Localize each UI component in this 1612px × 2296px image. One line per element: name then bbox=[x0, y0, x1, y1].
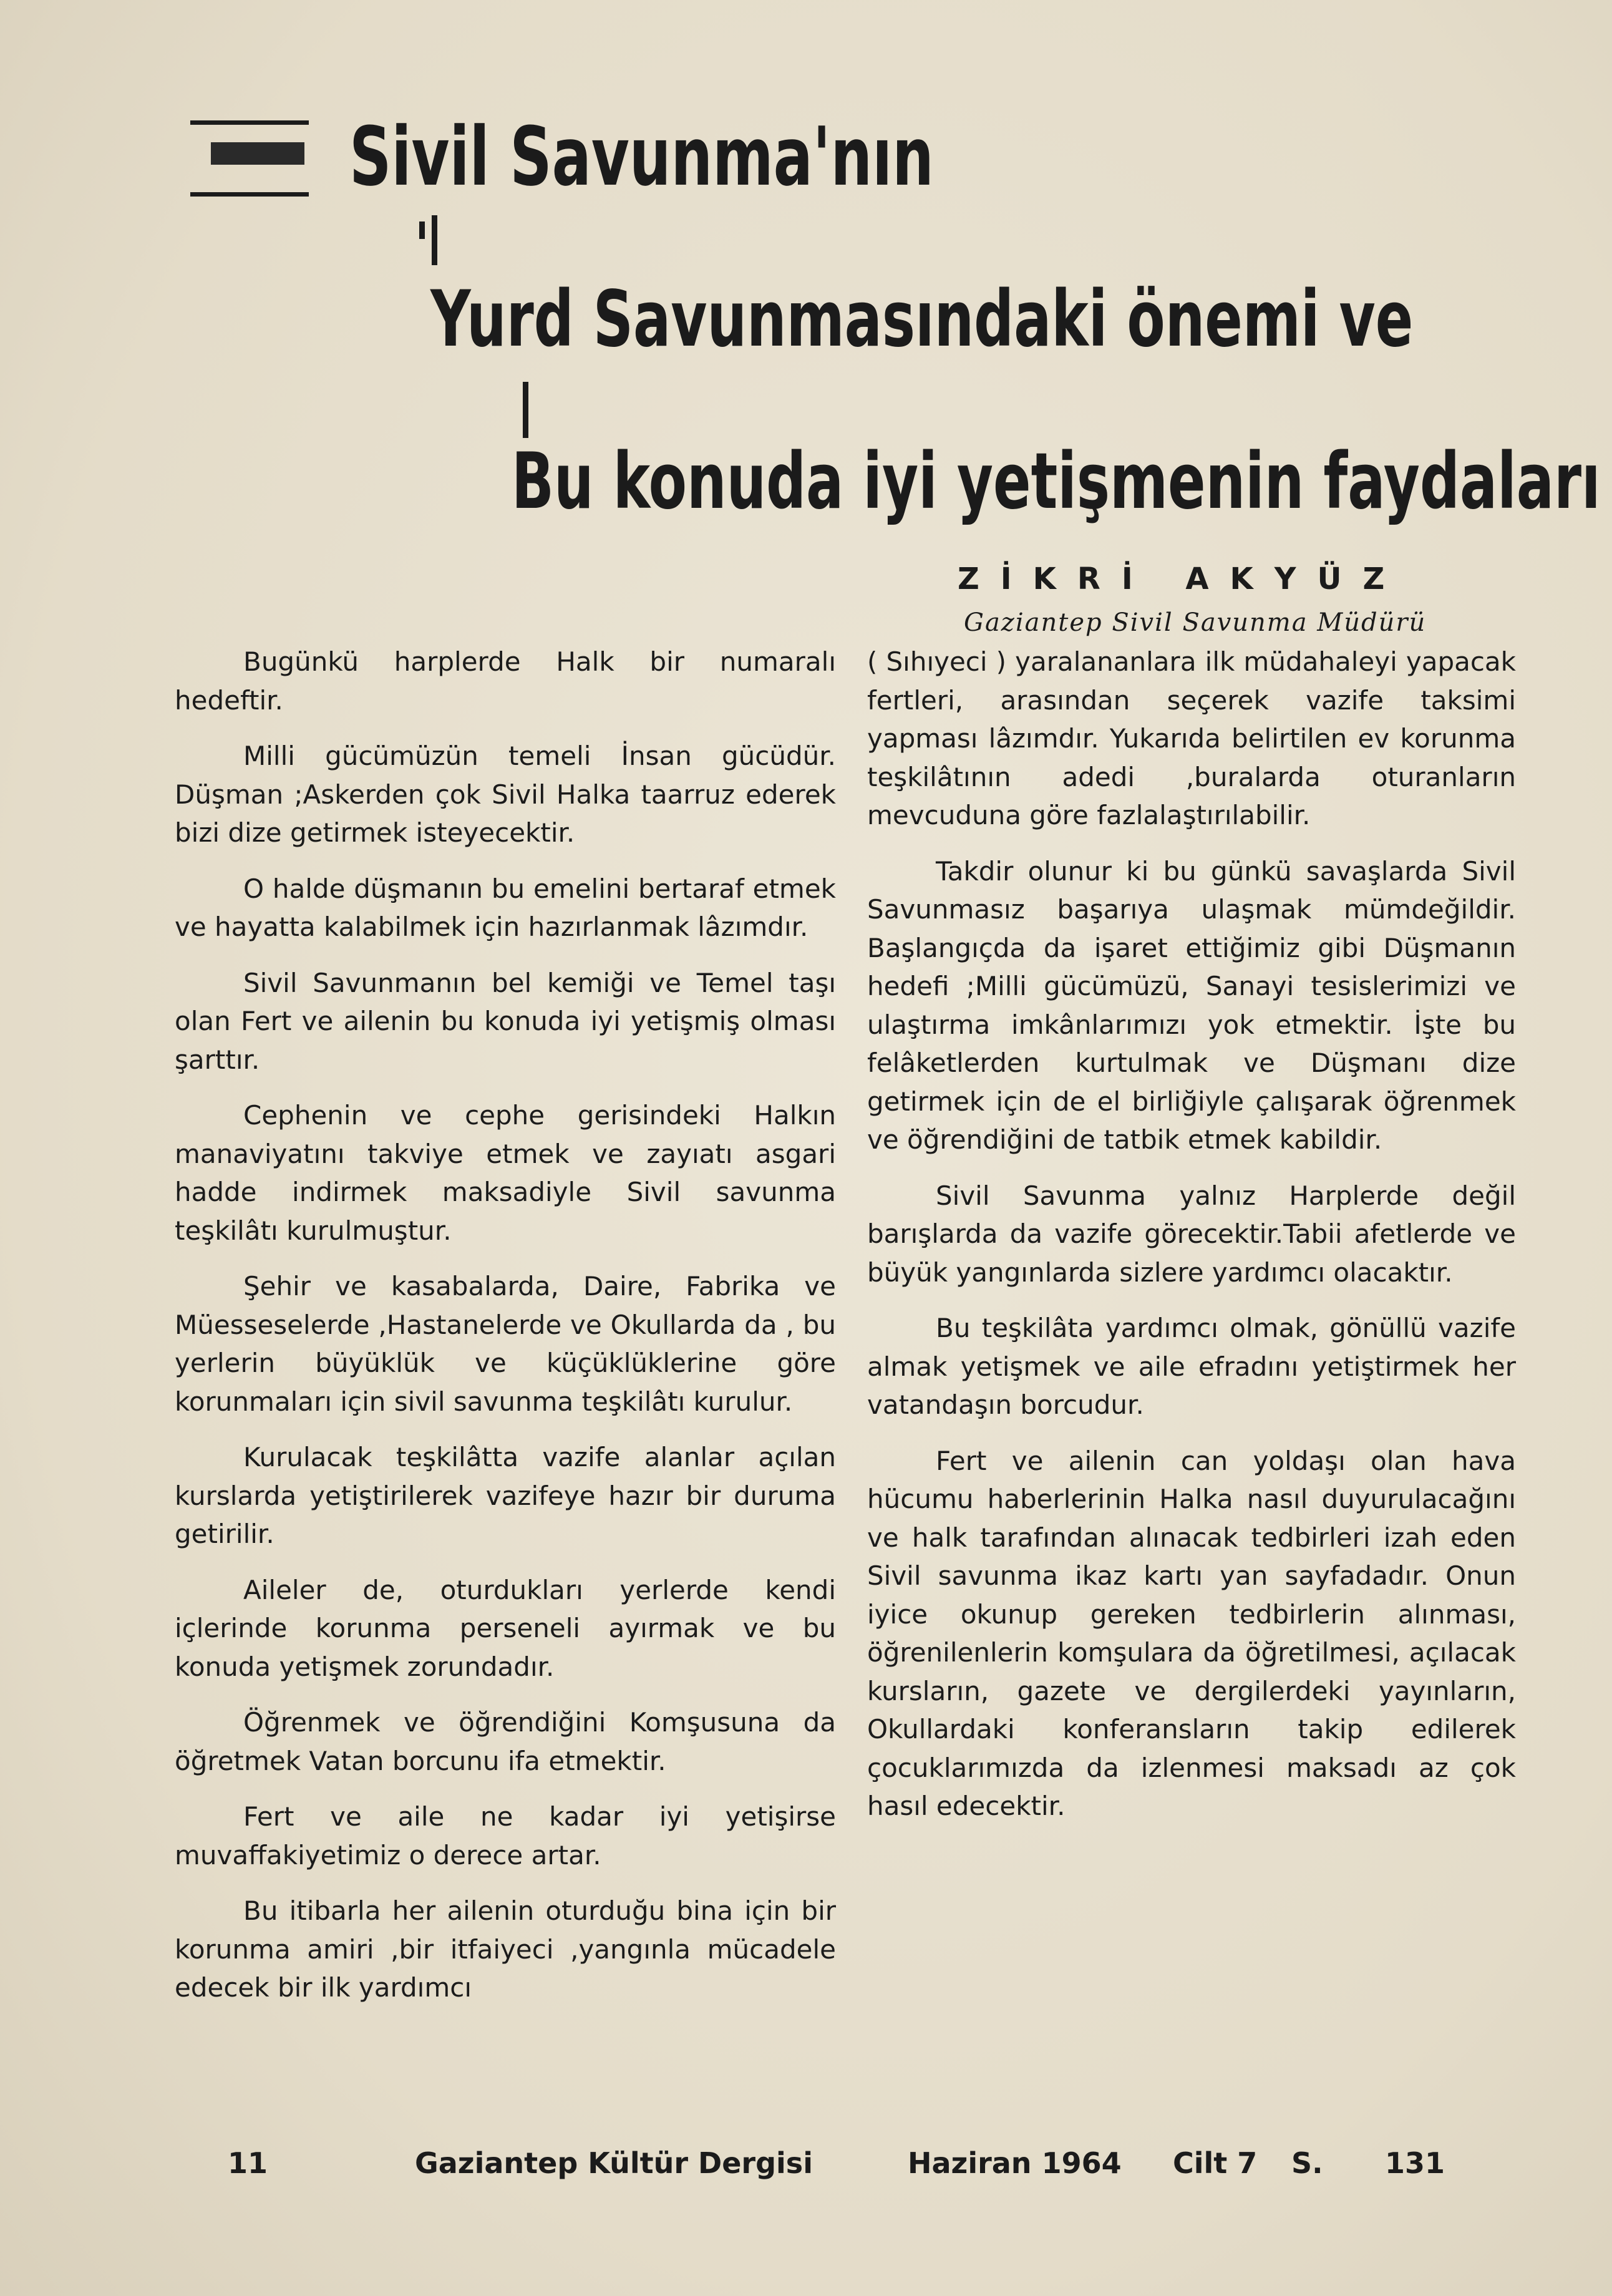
author-name: ZİKRİ AKYÜZ bbox=[958, 562, 1406, 596]
footer-s-label: S. bbox=[1291, 2146, 1323, 2180]
footer-volume: Cilt 7 bbox=[1173, 2146, 1258, 2180]
title-line-3: Bu konuda iyi yetişmenin faydaları bbox=[512, 437, 1601, 527]
paragraph: ( Sıhıyeci ) yaralananlara ilk müdahaleyi yapacak fertleri, arasından seçerek vazife taksimi yapması lâzımdır. Yukarıda belirtilen ev korunma teşkilâtının adedi ,buralarda oturanların mevcuduna göre fazlalaştırılabilir. bbox=[867, 646, 1516, 830]
title-connector-bar bbox=[432, 215, 437, 265]
paragraph: Sivil Savunmanın bel kemiği ve Temel taşı olan Fert ve ailenin bu konuda iyi yetişmiş olması şarttır. bbox=[175, 967, 836, 1075]
paragraph: Fert ve aile ne kadar iyi yetişirse muvaffakiyetimiz o derece artar. bbox=[175, 1801, 836, 1870]
footer-date: Haziran 1964 bbox=[908, 2146, 1122, 2180]
paragraph: Milli gücümüzün temeli İnsan gücüdür. Düşman ;Askerden çok Sivil Halka taarruz ederek bizi dize getirmek isteyecektir. bbox=[175, 741, 836, 848]
left-column bbox=[175, 643, 836, 2025]
paragraph: Takdir olunur ki bu günkü savaşlarda Sivil Savunmasız başarıya ulaşmak mümdeğildir. Başlangıçda da işaret ettiğimiz gibi Düşmanın hedefi ;Milli gücümüzü, Sanayi tesislerimizi ve ulaştırma imkânlarımızı yok etmektir. İşte bu felâketlerden kurtulmak ve Düşmanı dize getirmek için de el birliğiyle çalışarak öğrenmek ve öğrendiğini de tatbik etmek kabildir. bbox=[867, 855, 1516, 1155]
decorative-rule-bottom bbox=[190, 192, 309, 197]
paragraph: Bugünkü harplerde Halk bir numaralı hedeftir. bbox=[175, 646, 836, 716]
right-column bbox=[867, 643, 1516, 1843]
title-line-1: Sivil Savunma'nın bbox=[349, 109, 934, 204]
decorative-rule-top bbox=[190, 120, 309, 125]
title-connector-bar bbox=[419, 221, 425, 239]
title-connector-bar bbox=[523, 382, 528, 438]
paragraph: Sivil Savunma yalnız Harplerde değil barışlarda da vazife görecektir.Tabii afetlerde ve büyük yangınlarda sizlere yardımcı olacaktır. bbox=[867, 1180, 1516, 1288]
paragraph: Cephenin ve cephe gerisindeki Halkın manaviyatını takviye etmek ve zayıatı asgari hadde indirmek maksadiyle Sivil savunma teşkilâtı kurulmuştur. bbox=[175, 1100, 836, 1246]
footer-issue-number: 11 bbox=[228, 2146, 268, 2180]
title-line-2: Yurd Savunmasındaki önemi ve bbox=[430, 275, 1414, 364]
footer-journal-name: Gaziantep Kültür Dergisi bbox=[415, 2146, 813, 2180]
paragraph: Bu teşkilâta yardımcı olmak, gönüllü vazife almak yetişmek ve aile efradını yetiştirmek her vatandaşın borcudur. bbox=[867, 1313, 1516, 1420]
paragraph: Şehir ve kasabalarda, Daire, Fabrika ve Müesseselerde ,Hastanelerde ve Okullarda da , bu yerlerin büyüklük ve küçüklüklerine göre korunmaları için sivil savunma teşkilâtı kurulur. bbox=[175, 1271, 836, 1417]
author-affiliation: Gaziantep Sivil Savunma Müdürü bbox=[964, 608, 1427, 637]
paragraph: Kurulacak teşkilâtta vazife alanlar açılan kurslarda yetiştirilerek vazifeye hazır bir duruma getirilir. bbox=[175, 1442, 836, 1549]
paragraph: Bu itibarla her ailenin oturduğu bina için bir korunma amiri ,bir itfaiyeci ,yangınla mücadele edecek bir ilk yardımcı bbox=[175, 1895, 836, 2003]
paragraph: Aileler de, oturdukları yerlerde kendi içlerinde korunma perseneli ayırmak ve bu konuda yetişmek zorundadır. bbox=[175, 1574, 836, 1682]
decorative-block bbox=[211, 142, 304, 165]
paragraph: Fert ve ailenin can yoldaşı olan hava hücumu haberlerinin Halka nasıl duyurulacağını ve halk tarafından alınacak tedbirleri izah eden Sivil savunma ikaz kartı yan sayfadadır. Onun iyice okunup gereken tedbirlerin alınması, öğrenilenlerin komşulara da öğretilmesi, açılacak kursların, gazete ve dergilerdeki yayınların, Okullardaki konferansların takip edilerek çocuklarımızda da izlenmesi maksadı az çok hasıl edecektir. bbox=[867, 1445, 1516, 1821]
paragraph: O halde düşmanın bu emelini bertaraf etmek ve hayatta kalabilmek için hazırlanmak lâzımdır. bbox=[175, 873, 836, 942]
footer-page-number: 131 bbox=[1385, 2146, 1445, 2180]
paragraph: Öğrenmek ve öğrendiğini Komşusuna da öğretmek Vatan borcunu ifa etmektir. bbox=[175, 1707, 836, 1776]
